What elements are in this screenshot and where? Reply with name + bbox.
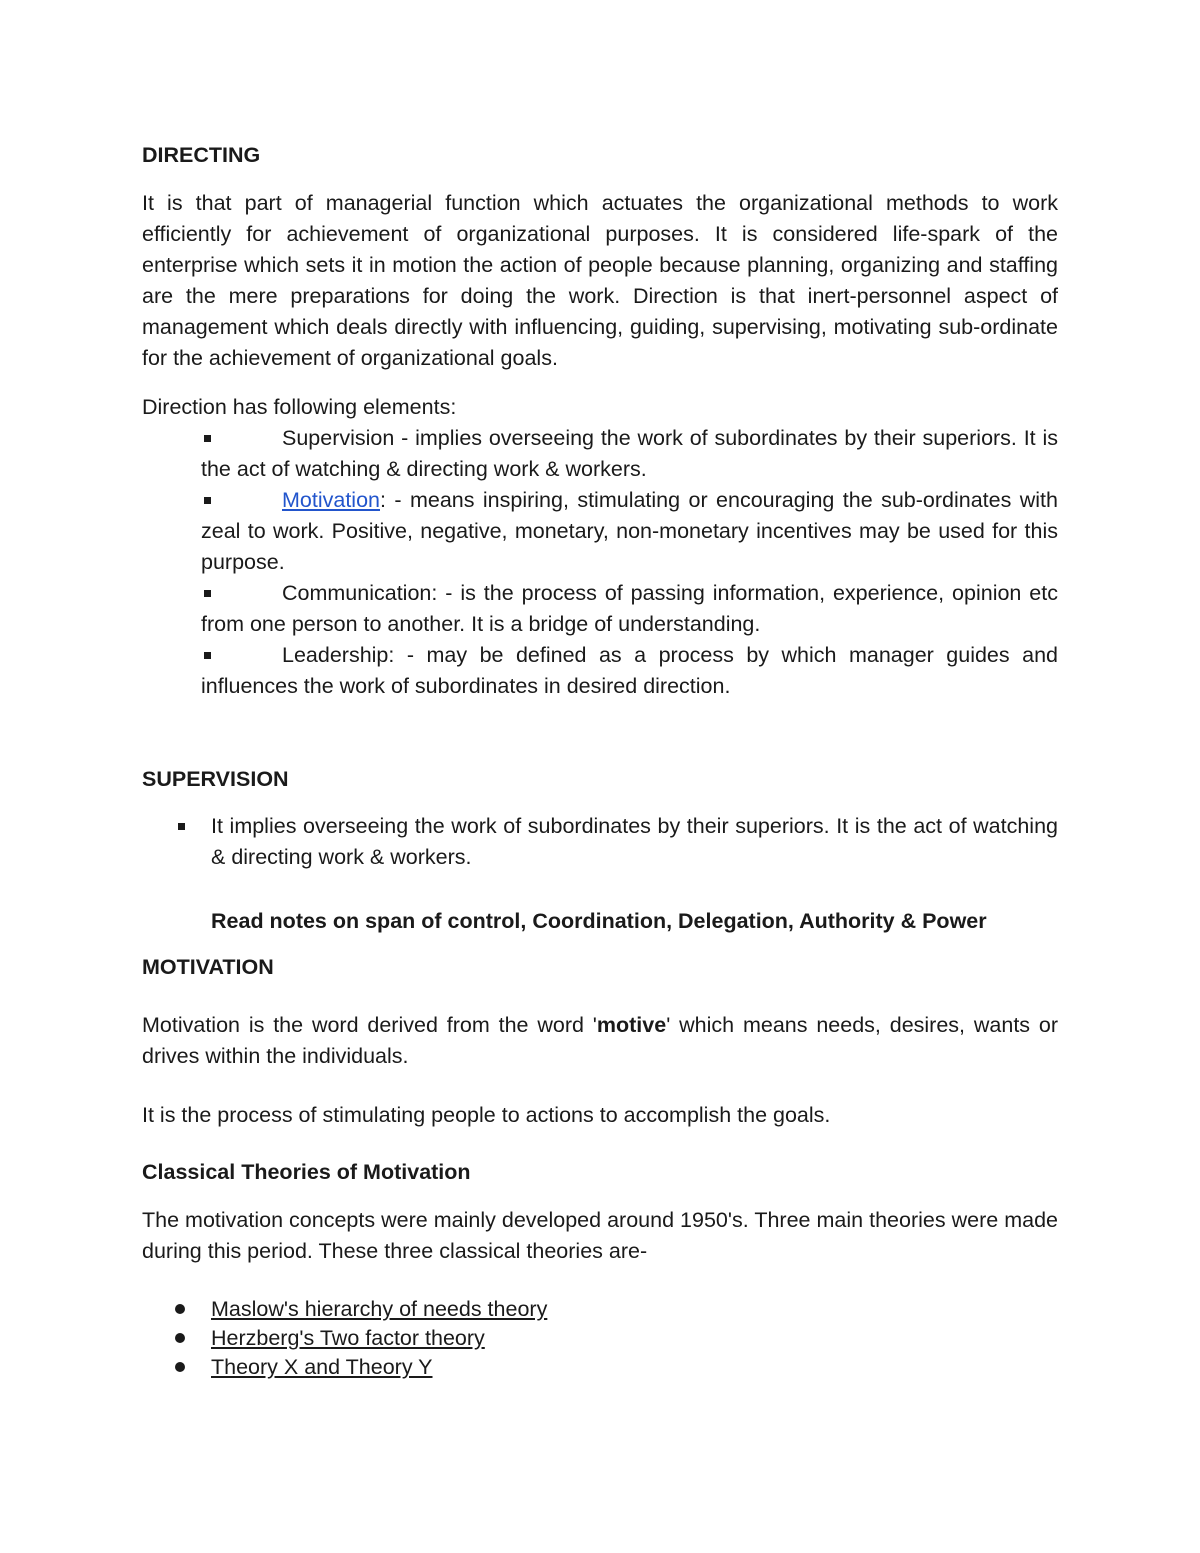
element-text: - implies overseeing the work of subordinates by their superiors. It is the act of watching & directing work & workers. — [201, 426, 1058, 481]
motivation-link[interactable]: Motivation — [282, 488, 380, 512]
element-text: - is the process of passing information, experience, opinion etc from one person to another. It is a bridge of understanding. — [201, 581, 1058, 636]
herzberg-theory-link[interactable]: Herzberg's Two factor theory — [211, 1326, 485, 1350]
list-item — [201, 640, 1058, 702]
list-item — [211, 1353, 1058, 1382]
motivation-process-paragraph: It is the process of stimulating people to actions to accomplish the goals. — [142, 1103, 831, 1127]
supervision-list — [142, 811, 1058, 873]
round-bullet-icon — [175, 1304, 185, 1314]
list-item — [211, 811, 1058, 873]
element-text: : - means inspiring, stimulating or encouraging the sub-ordinates with zeal to work. Positive, negative, monetary, non-monetary incentives may be used for this purpose. — [201, 488, 1058, 574]
direction-elements-intro: Direction has following elements: — [142, 395, 457, 419]
read-notes-text: Read notes on span of control, Coordination, Delegation, Authority & Power — [211, 909, 987, 933]
direction-elements-list — [142, 423, 1058, 702]
document-content — [142, 140, 1058, 1382]
list-item — [201, 423, 1058, 485]
supervision-bullet-text: It implies overseeing the work of subordinates by their superiors. It is the act of watching & directing work & workers. — [211, 814, 1058, 869]
classical-theories-paragraph: The motivation concepts were mainly developed around 1950's. Three main theories were made during this period. These three classical theories are- — [142, 1208, 1058, 1263]
directing-heading: DIRECTING — [142, 143, 261, 167]
square-bullet-icon — [204, 435, 211, 442]
element-text: - may be defined as a process by which manager guides and influences the work of subordinates in desired direction. — [201, 643, 1058, 698]
square-bullet-icon — [204, 497, 211, 504]
square-bullet-icon — [178, 823, 185, 830]
directing-paragraph: It is that part of managerial function which actuates the organizational methods to work efficiently for achievement of organizational purposes. It is considered life-spark of the enterprise which sets it in motion the action of people because planning, organizing and staffing are the mere preparations for doing the work. Direction is that inert-personnel aspect of management which deals directly with influencing, guiding, supervising, motivating sub-ordinate for the achievement of organizational goals. — [142, 191, 1058, 370]
round-bullet-icon — [175, 1333, 185, 1343]
supervision-heading: SUPERVISION — [142, 767, 289, 791]
motivation-paragraph: Motivation is the word derived from the word 'motive' which means needs, desires, wants or drives within the individuals. — [142, 1013, 1058, 1068]
theory-x-y-link[interactable]: Theory X and Theory Y — [211, 1355, 433, 1379]
list-item — [201, 485, 1058, 578]
square-bullet-icon — [204, 590, 211, 597]
round-bullet-icon — [175, 1362, 185, 1372]
element-lead: Supervision — [282, 426, 395, 450]
theories-list — [142, 1295, 1058, 1382]
motivation-heading: MOTIVATION — [142, 955, 274, 979]
element-lead: Communication: — [282, 581, 438, 605]
maslow-theory-link[interactable]: Maslow's hierarchy of needs theory — [211, 1297, 548, 1321]
list-item — [211, 1324, 1058, 1353]
square-bullet-icon — [204, 652, 211, 659]
list-item — [201, 578, 1058, 640]
element-lead: Leadership: — [282, 643, 395, 667]
motive-word: motive — [596, 1013, 667, 1037]
classical-theories-heading: Classical Theories of Motivation — [142, 1160, 471, 1184]
list-item — [211, 1295, 1058, 1324]
